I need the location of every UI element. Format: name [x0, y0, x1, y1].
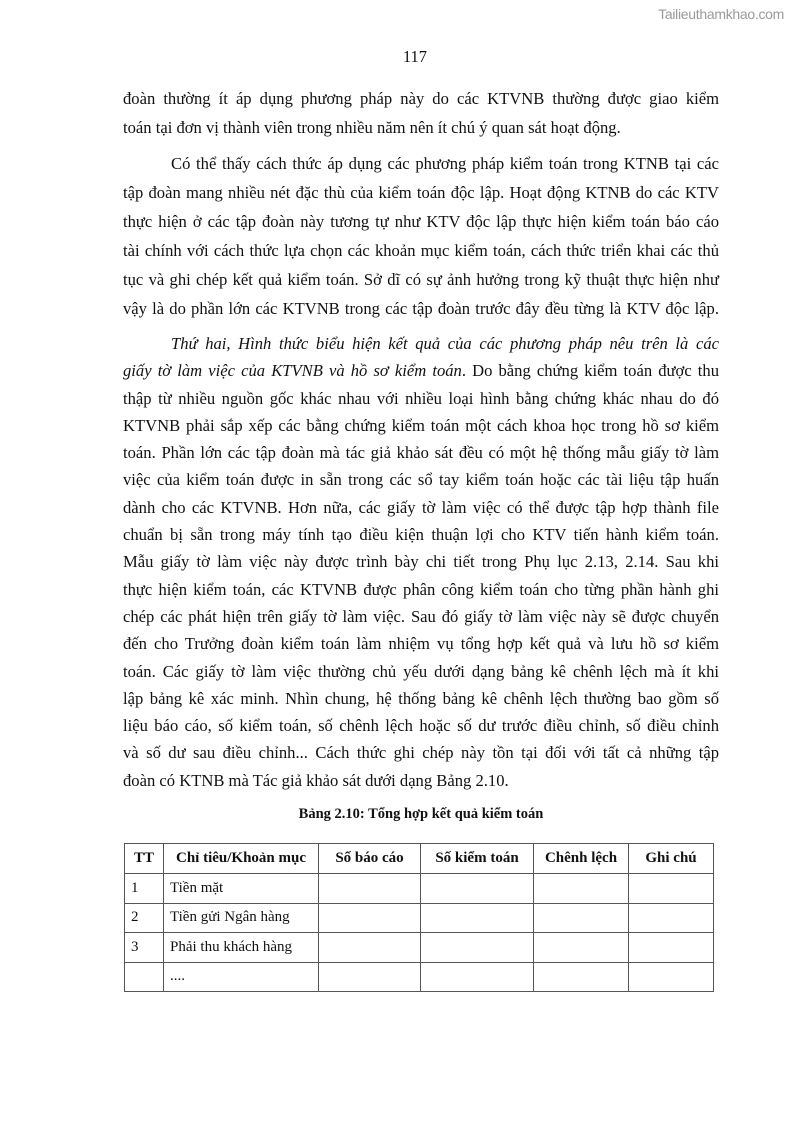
table-cell — [629, 874, 714, 904]
page-number: 117 — [402, 47, 428, 66]
text: Mẫu giấy tờ làm việc này được trình bày chi tiết trong Phụ lục 2.13, 2.14. Sau khi — [123, 552, 719, 572]
text-line — [123, 494, 719, 521]
watermark: Tailieuthamkhao.com — [658, 6, 784, 22]
table-row — [125, 903, 714, 933]
header-difference: Chênh lệch — [534, 844, 629, 874]
text: đoàn thường ít áp dụng phương pháp này do các KTVNB thường được giao kiểm — [123, 89, 719, 108]
text-line — [123, 149, 719, 178]
text-line — [123, 439, 719, 466]
text-line — [123, 385, 719, 412]
text-line — [123, 603, 719, 630]
table-cell — [534, 903, 629, 933]
text: toán. Phần lớn các tập đoàn mà tác giả khảo sát đều có một hệ thống mẫu giấy tờ làm — [123, 443, 719, 463]
text-line — [123, 357, 719, 384]
text-line — [123, 521, 719, 548]
table-cell — [319, 933, 421, 963]
text: tài chính với cách thức lựa chọn các khoản mục kiểm toán, cách thức triển khai các thủ — [123, 241, 719, 260]
text: đoàn có KTNB mà Tác giả khảo sát dưới dạng Bảng 2.10. — [123, 770, 509, 790]
table-cell — [629, 933, 714, 963]
text: đến cho Trưởng đoàn kiểm toán làm nhiệm vụ tổng hợp kết quả và lưu hồ sơ kiểm — [123, 634, 719, 654]
audit-results-table — [124, 843, 714, 992]
header-tt: TT — [125, 844, 164, 874]
table-cell: 1 — [125, 874, 164, 904]
text-line — [123, 630, 719, 657]
table-cell — [534, 874, 629, 904]
table-cell — [421, 933, 534, 963]
text: thực hiện kiểm toán, các KTVNB được phân công kiểm toán cho từng phần hành ghi — [123, 579, 719, 599]
text: . Do bằng chứng kiểm toán được thu — [461, 361, 720, 381]
text-line — [123, 236, 719, 265]
text-line — [123, 412, 719, 439]
text: thực hiện ở các tập đoàn này tương tự như KTV độc lập thực hiện kiểm toán báo cáo — [123, 212, 719, 231]
table-row — [125, 933, 714, 963]
text: liệu báo cáo, số kiểm toán, số chênh lệch hoặc số dư trước điều chỉnh, số điều chỉnh — [123, 716, 719, 736]
table-cell: Tiền gửi Ngân hàng — [164, 903, 319, 933]
text: thập từ nhiều nguồn gốc khác nhau với nhiều loại hình bằng chứng khác nhau do đó — [123, 388, 719, 408]
text: lập bảng kê xác minh. Nhìn chung, hệ thống bảng kê chênh lệch thường bao gồm số — [123, 688, 719, 708]
table-caption: Bảng 2.10: Tổng hợp kết quả kiểm toán — [298, 806, 544, 822]
table-cell — [421, 962, 534, 992]
text-line — [123, 685, 719, 712]
text: toán tại đơn vị thành viên trong nhiều năm nên ít chú ý quan sát hoạt động. — [123, 118, 621, 137]
header-note: Ghi chú — [629, 844, 714, 874]
text-line — [123, 330, 719, 357]
text: vậy là do phần lớn các KTVNB trong các tập đoàn trước đây đều từng là KTV độc lập. — [123, 299, 719, 318]
italic-text: Thứ hai, Hình thức biểu hiện kết quả của các phương pháp nêu trên là các — [171, 334, 719, 353]
table-cell — [421, 903, 534, 933]
text-line — [123, 466, 719, 493]
text-line — [123, 207, 719, 236]
text-line — [123, 113, 719, 142]
table-cell — [319, 962, 421, 992]
table-cell — [629, 962, 714, 992]
table-cell: Phải thu khách hàng — [164, 933, 319, 963]
table-cell — [421, 874, 534, 904]
table-cell — [319, 903, 421, 933]
text-line — [123, 767, 719, 794]
text: KTVNB phải sắp xếp các bằng chứng kiểm toán một cách khoa học trong hồ sơ kiểm — [123, 415, 719, 435]
text: và số dư sau điều chỉnh... Cách thức ghi chép này tồn tại đối với tất cả những tập — [123, 743, 719, 763]
document-body — [123, 84, 719, 801]
paragraph — [123, 330, 719, 794]
text: việc của kiểm toán được in sẵn trong các sổ tay kiểm toán hoặc các tài liệu tập huấn — [123, 470, 719, 490]
text-line — [123, 178, 719, 207]
table-header-row — [125, 844, 714, 874]
text: tục và ghi chép kết quả kiểm toán. Sở dĩ có sự ảnh hưởng trong kỹ thuật thực hiện như — [123, 270, 719, 289]
table-cell — [534, 933, 629, 963]
text-line — [123, 658, 719, 685]
table-cell: 2 — [125, 903, 164, 933]
table-cell — [629, 903, 714, 933]
table-cell — [534, 962, 629, 992]
table-cell: .... — [164, 962, 319, 992]
text-line — [123, 576, 719, 603]
text-line — [123, 712, 719, 739]
text: tập đoàn mang nhiều nét đặc thù của kiểm toán độc lập. Hoạt động KTNB do các KTV — [123, 183, 719, 202]
text: dành cho các KTVNB. Hơn nữa, các giấy tờ làm việc có thể được tập hợp thành file — [123, 497, 719, 517]
text-line — [123, 84, 719, 113]
header-item: Chỉ tiêu/Khoản mục — [164, 844, 319, 874]
paragraph — [123, 84, 719, 142]
text-line — [123, 548, 719, 575]
table-row — [125, 962, 714, 992]
table-cell: 3 — [125, 933, 164, 963]
text: Có thể thấy cách thức áp dụng các phương pháp kiểm toán trong KTNB tại các — [171, 154, 719, 173]
text: chuẩn bị sẵn trong máy tính tạo điều kiện thuận lợi cho KTV tiến hành kiểm toán. — [123, 525, 719, 545]
text: chép các phát hiện trên giấy tờ làm việc. Sau đó giấy tờ làm việc này sẽ được chuyển — [123, 606, 719, 626]
table-cell — [319, 874, 421, 904]
header-audited: Số kiểm toán — [421, 844, 534, 874]
table-row — [125, 874, 714, 904]
text-line — [123, 265, 719, 294]
text-line — [123, 739, 719, 766]
text-line — [123, 294, 719, 323]
table-cell — [125, 962, 164, 992]
paragraph — [123, 149, 719, 323]
italic-text: giấy tờ làm việc của KTVNB và hồ sơ kiểm toán — [123, 361, 462, 381]
text: toán. Các giấy tờ làm việc thường chủ yếu dưới dạng bảng kê chênh lệch mà ít khi — [123, 661, 719, 681]
table-cell: Tiền mặt — [164, 874, 319, 904]
header-reported: Số báo cáo — [319, 844, 421, 874]
